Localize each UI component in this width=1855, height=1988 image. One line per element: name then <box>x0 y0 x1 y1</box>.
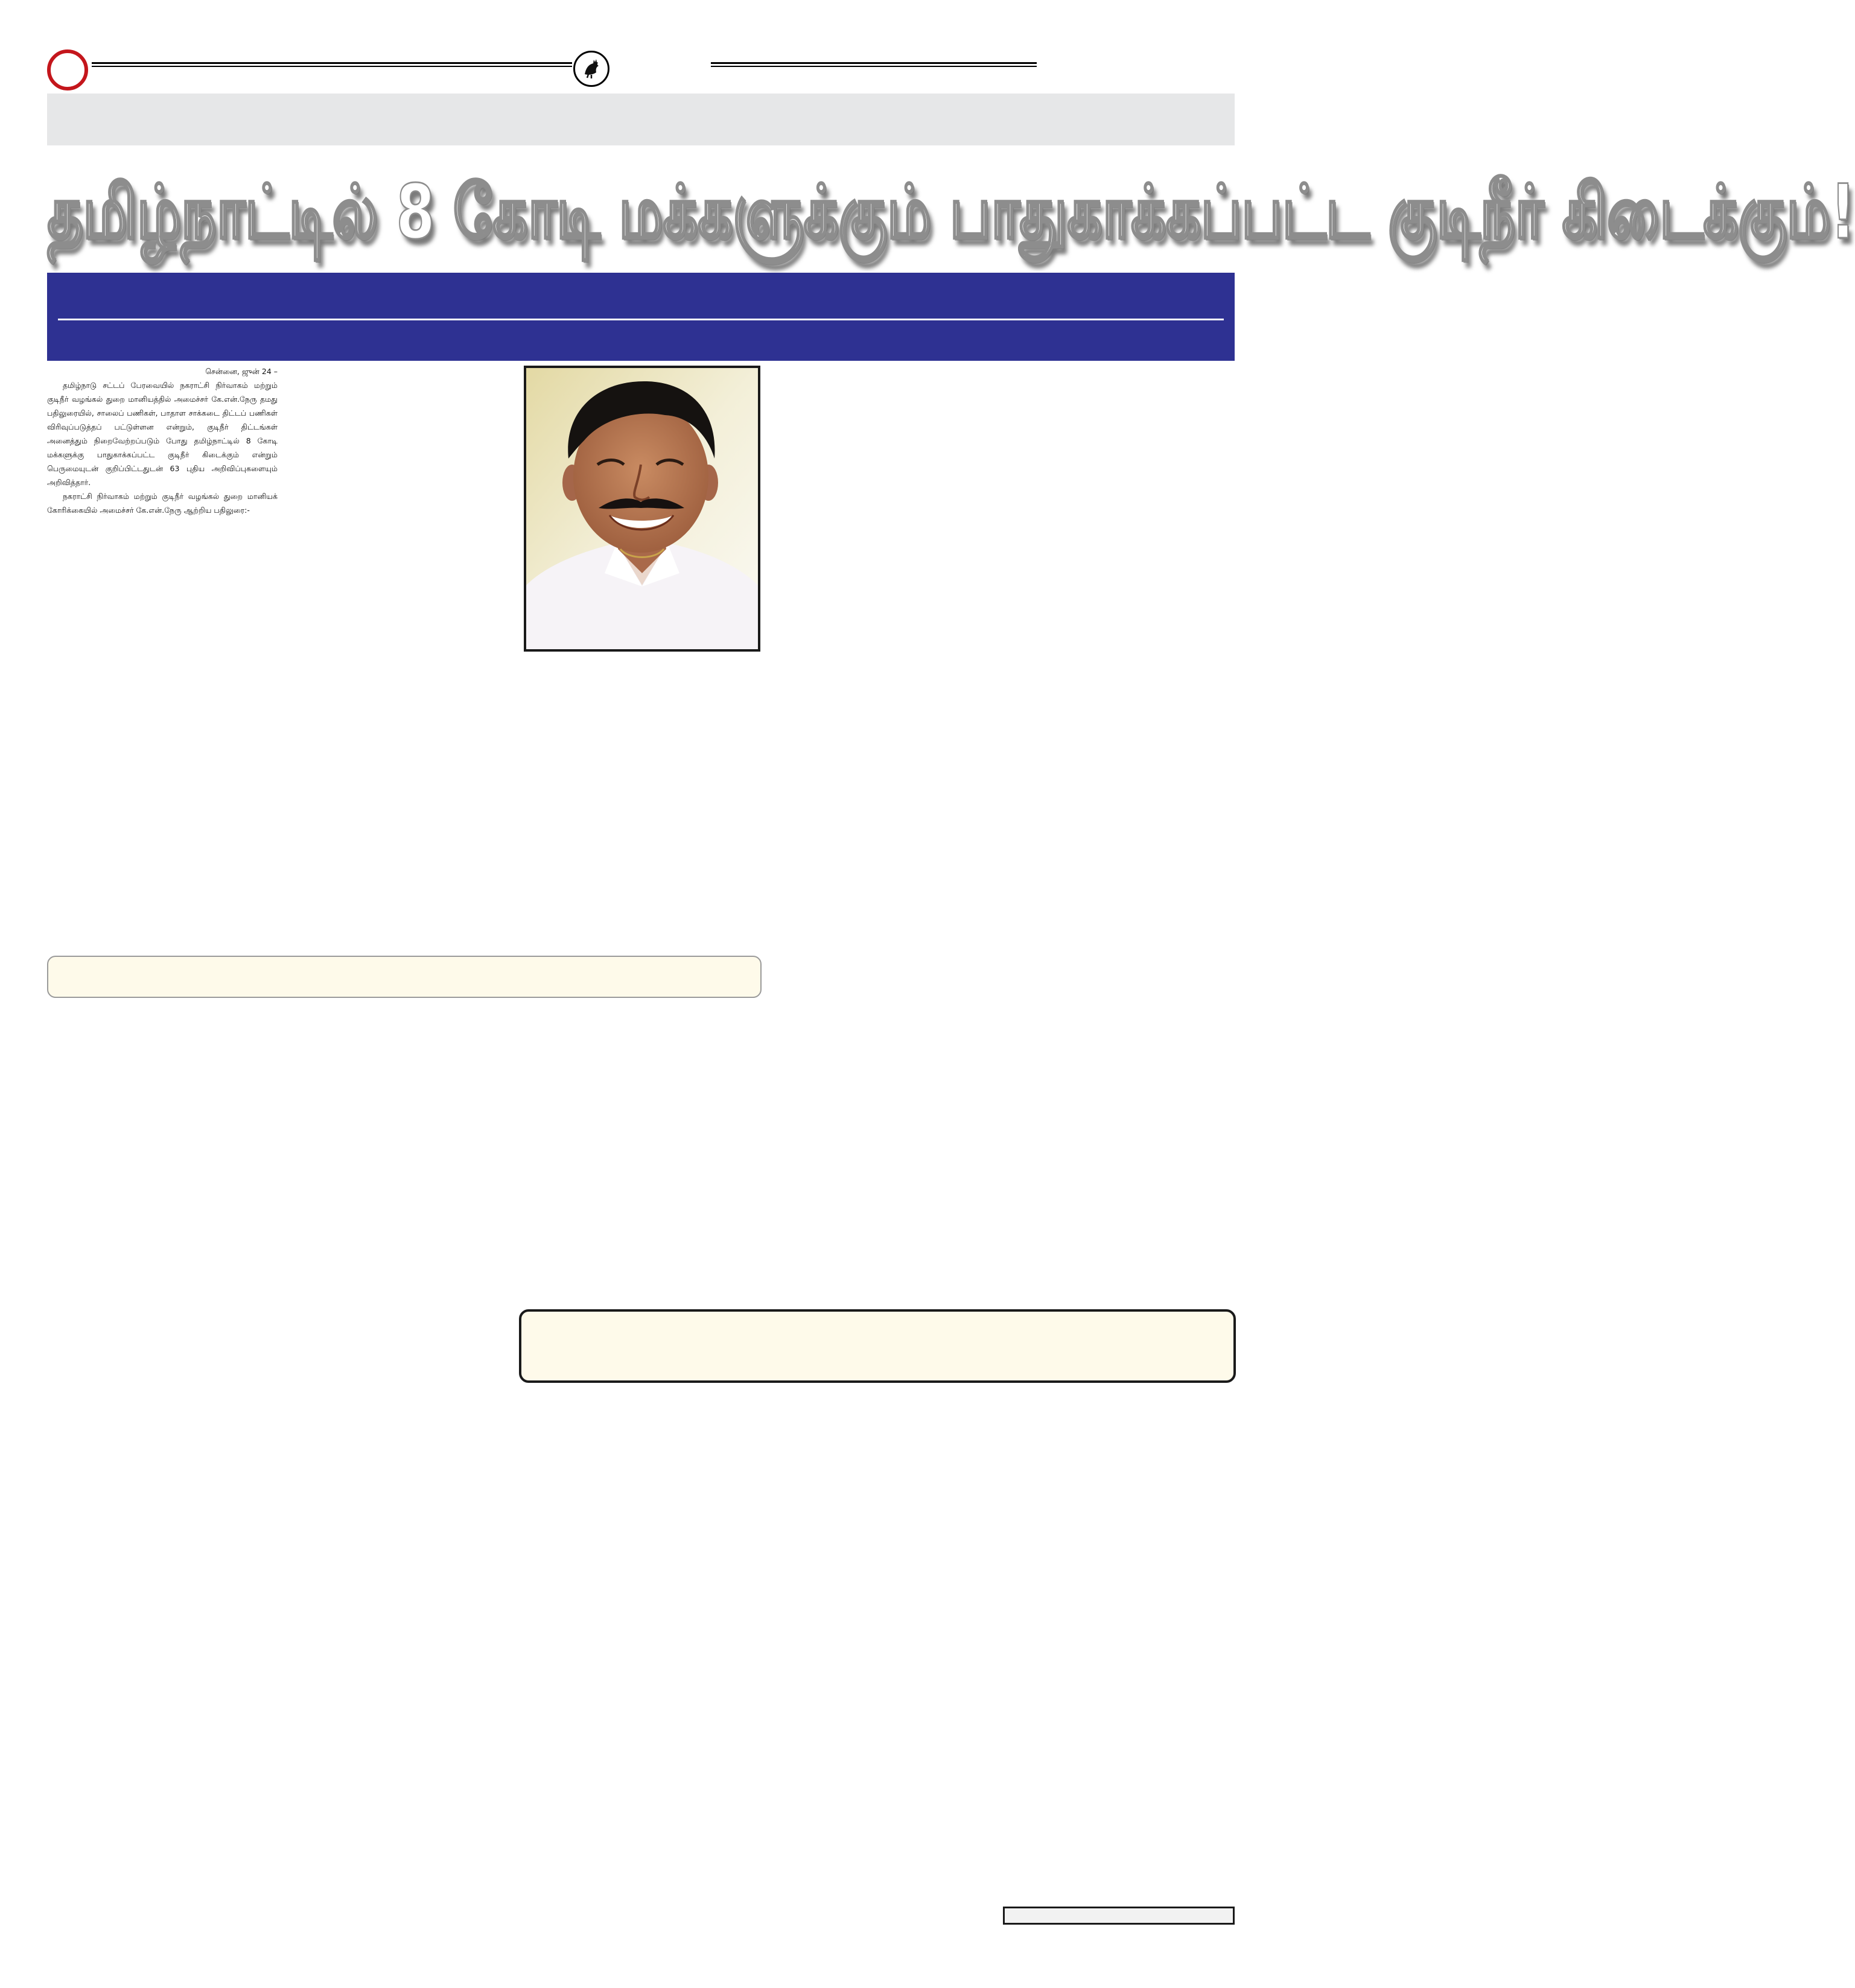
footer-box <box>1003 1907 1235 1925</box>
headline: தமிழ்நாட்டில் 8 கோடி மக்களுக்கும் பாதுகாக்கப்பட்ட குடிநீர் கிடைக்கும்! <box>47 168 1855 256</box>
article-body <box>47 364 278 517</box>
page-number-circle <box>47 49 88 91</box>
subheadline-rule <box>58 319 1224 320</box>
kicker-band <box>47 94 1235 145</box>
highlight-box <box>47 956 762 998</box>
portrait-photo <box>524 366 760 652</box>
header-rule-right <box>711 62 1037 67</box>
subheadline-band <box>47 273 1235 361</box>
article-paragraph: நகராட்சி நிர்வாகம் மற்றும் குடிநீர் வழங்கல் துறை மானியக் கோரிக்கையில் அமைச்சர் கே.என்.நேரு ஆற்றிய பதிலுரை:- <box>47 492 278 515</box>
article-paragraph: தமிழ்நாடு சட்டப் பேரவையில் நகராட்சி நிர்வாகம் மற்றும் குடிநீர் வழங்கல் துறை மானியத்தில் அமைச்சர் கே.என்.நேரு தமது பதிலுரையில், சாலைப் பணிகள், பாதாள சாக்கடை திட்டப் பணிகள் விரிவுப்படுத்தப் பட்டுள்ளன என்றும், குடிநீர் திட்டங்கள் அனைத்தும் நிறைவேற்றப்படும் போது தமிழ்நாட்டில் 8 கோடி மக்களுக்கு பாதுகாக்கப்பட்ட குடிநீர் கிடைக்கும் என்றும் பெருமையுடன் குறிப்பிட்டதுடன் 63 புதிய அறிவிப்புகளையும் அறிவித்தார். <box>47 381 278 487</box>
article-dateline: சென்னை, ஜுன் 24 – <box>205 367 278 376</box>
rooster-emblem-icon <box>573 51 609 87</box>
highlight-box <box>519 1309 1236 1383</box>
header-rule-left <box>92 62 572 67</box>
